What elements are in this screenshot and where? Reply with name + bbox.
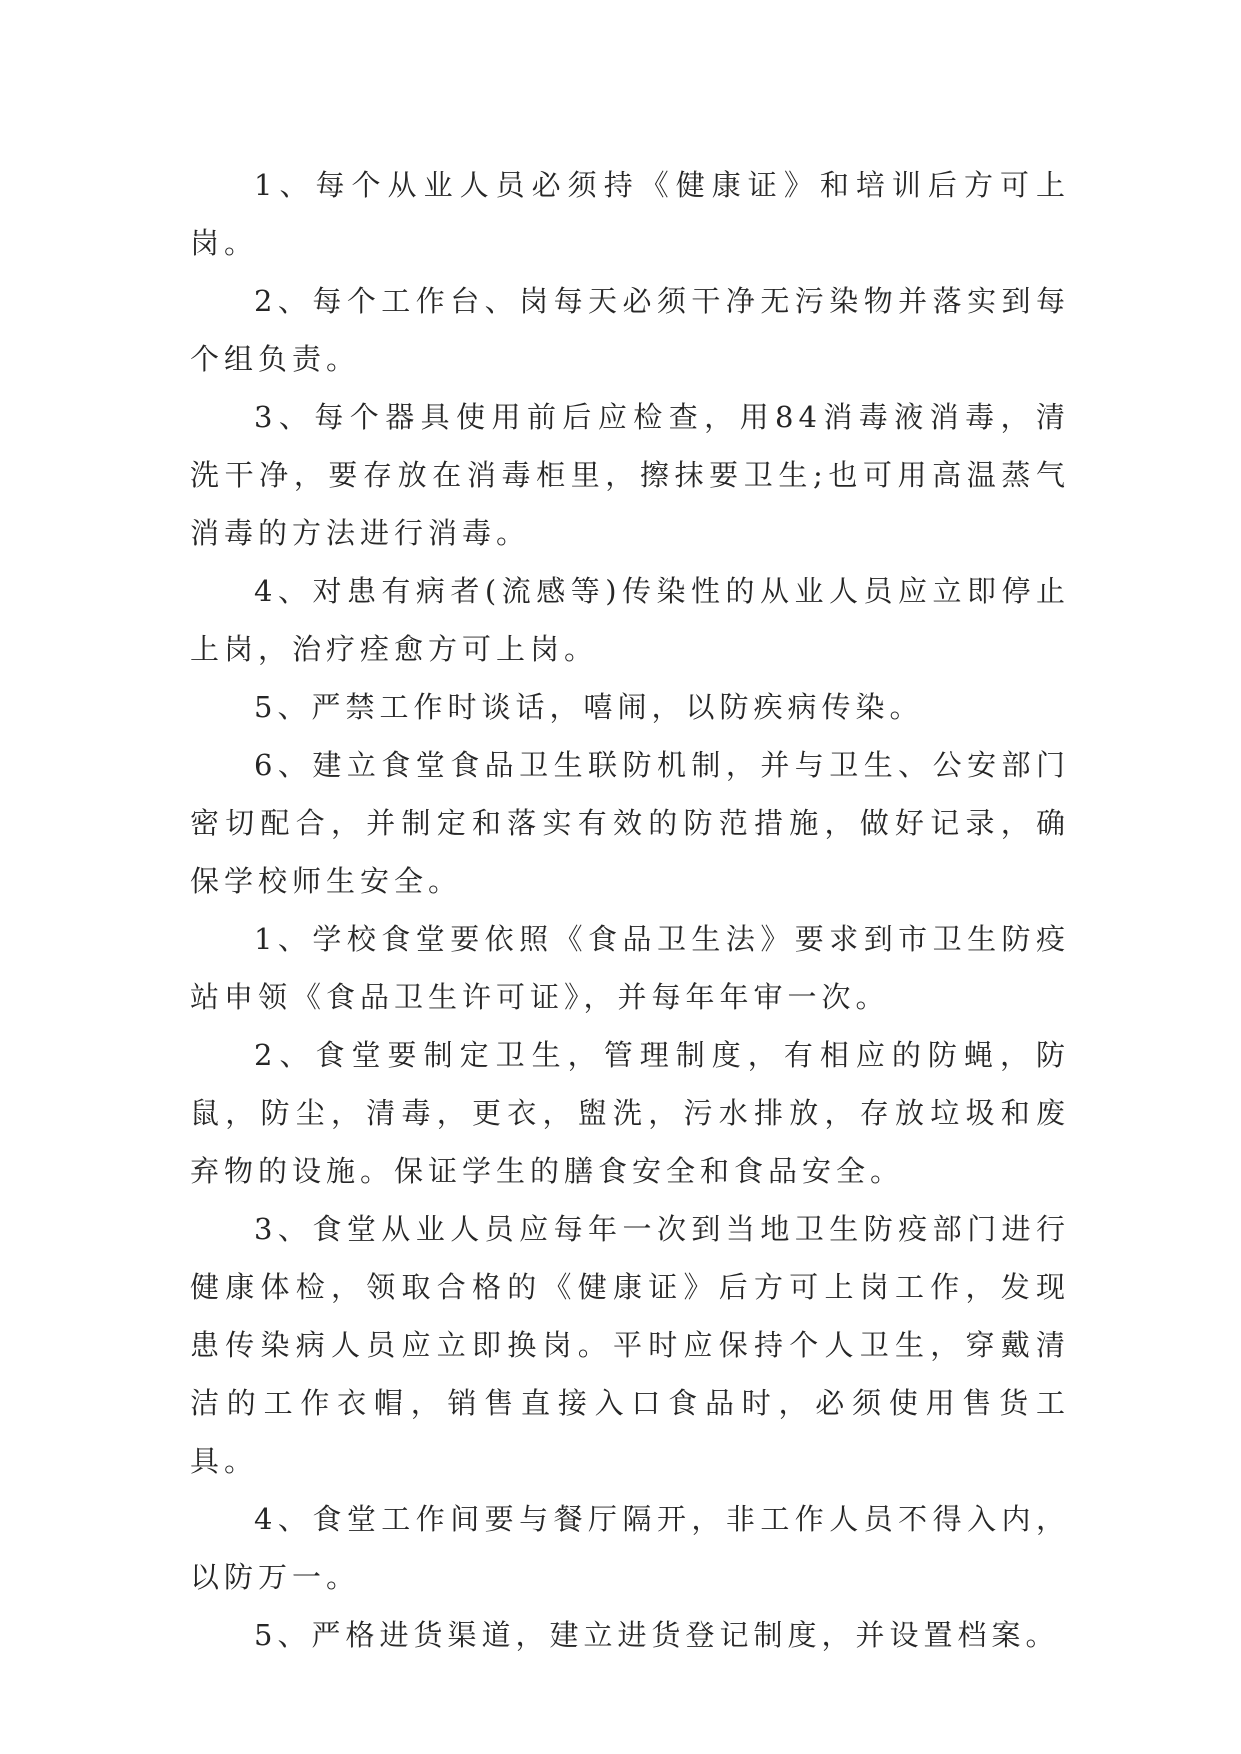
paragraph: 1、学校食堂要依照《食品卫生法》要求到市卫生防疫站申领《食品卫生许可证》，并每年年审一次。 bbox=[190, 922, 1070, 1014]
paragraph: 4、对患有病者(流感等)传染性的从业人员应立即停止上岗，治疗痊愈方可上岗。 bbox=[190, 574, 1070, 666]
paragraph: 3、每个器具使用前后应检查，用84消毒液消毒，清洗干净，要存放在消毒柜里，擦抹要卫生;也可用高温蒸气消毒的方法进行消毒。 bbox=[190, 400, 1070, 550]
paragraph: 5、严禁工作时谈话，嘻闹，以防疾病传染。 bbox=[254, 690, 924, 724]
paragraph: 2、食堂要制定卫生，管理制度，有相应的防蝇，防鼠，防尘，清毒，更衣，盥洗，污水排放，存放垃圾和废弃物的设施。保证学生的膳食安全和食品安全。 bbox=[190, 1038, 1070, 1188]
paragraph: 5、严格进货渠道，建立进货登记制度，并设置档案。 bbox=[254, 1618, 1060, 1652]
paragraph: 4、食堂工作间要与餐厅隔开，非工作人员不得入内，以防万一。 bbox=[190, 1502, 1070, 1594]
paragraph: 3、食堂从业人员应每年一次到当地卫生防疫部门进行健康体检，领取合格的《健康证》后方可上岗工作，发现患传染病人员应立即换岗。平时应保持个人卫生，穿戴清洁的工作衣帽，销售直接入口食品时，必须使用售货工具。 bbox=[190, 1212, 1070, 1478]
paragraph: 2、每个工作台、岗每天必须干净无污染物并落实到每个组负责。 bbox=[190, 284, 1070, 376]
paragraph: 6、建立食堂食品卫生联防机制，并与卫生、公安部门密切配合，并制定和落实有效的防范措施，做好记录，确保学校师生安全。 bbox=[190, 748, 1070, 898]
paragraph: 1、每个从业人员必须持《健康证》和培训后方可上岗。 bbox=[190, 168, 1070, 260]
document-body bbox=[190, 156, 1070, 1664]
